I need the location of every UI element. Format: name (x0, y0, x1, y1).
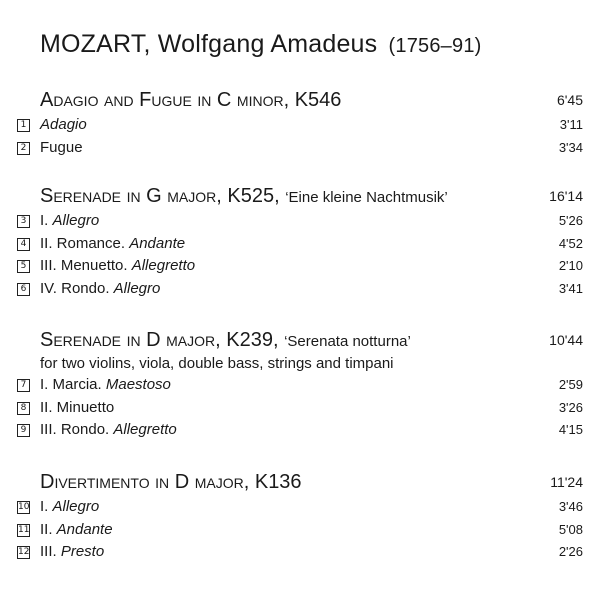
composer-dates: (1756–91) (388, 35, 482, 57)
track-number: 4 (17, 238, 30, 251)
track-row[interactable] (0, 374, 600, 397)
track-number: 12 (18, 547, 30, 557)
track-row[interactable] (0, 419, 600, 442)
work-title: Serenade in G major (40, 185, 217, 207)
work-duration: 10'44 (549, 332, 583, 348)
track-number: 1 (17, 119, 30, 132)
work-serenade-d-major (0, 326, 600, 442)
track-tempo: Andante (129, 234, 186, 252)
track-tempo: Presto (60, 543, 105, 560)
work-duration: 16'14 (549, 188, 583, 204)
track-row[interactable] (0, 541, 600, 564)
track-number: 2 (17, 142, 30, 155)
track-row[interactable] (0, 278, 600, 301)
track-number: 6 (17, 283, 30, 296)
track-duration: 5'08 (558, 521, 583, 537)
track-row[interactable] (0, 210, 600, 233)
composer-heading (40, 30, 482, 59)
track-number: 10 (18, 502, 30, 512)
track-prefix: III. Menuetto. (40, 257, 132, 274)
work-catalogue: , K546 (283, 89, 342, 111)
track-prefix: III. (40, 543, 61, 560)
track-duration: 3'34 (558, 139, 583, 155)
track-prefix: II. Minuetto (40, 398, 115, 416)
track-row[interactable] (0, 137, 600, 160)
work-catalogue: , K239, (215, 329, 285, 351)
track-duration: 2'59 (558, 377, 583, 392)
track-row[interactable] (0, 496, 600, 519)
work-nickname: ‘Serenata notturna’ (284, 333, 411, 350)
work-divertimento-d-major (0, 468, 600, 564)
track-row[interactable] (0, 255, 600, 278)
track-row[interactable] (0, 114, 600, 137)
track-number: 11 (18, 524, 30, 535)
track-prefix: I. (40, 212, 53, 229)
track-duration: 2'26 (558, 544, 583, 559)
track-tempo: Allegretto (131, 257, 196, 274)
track-number: 9 (17, 424, 30, 437)
track-row[interactable] (0, 519, 600, 542)
track-tempo: Andante (56, 520, 113, 538)
track-duration: 3'41 (558, 280, 583, 296)
work-nickname: ‘Eine kleine Nachtmusik’ (285, 189, 448, 206)
track-tempo: Allegro (52, 498, 100, 515)
work-title: Serenade in D major (40, 329, 216, 351)
track-duration: 2'10 (558, 258, 583, 273)
work-adagio-fugue (0, 86, 600, 159)
track-tempo: Adagio (40, 116, 87, 133)
track-prefix: II. Romance. (40, 234, 130, 252)
track-duration: 4'52 (558, 235, 583, 251)
track-prefix: III. Rondo. (40, 421, 114, 438)
track-tempo: Allegretto (113, 421, 177, 438)
track-duration: 3'46 (558, 499, 583, 514)
track-duration: 3'26 (558, 399, 583, 415)
track-number: 5 (17, 260, 30, 273)
track-prefix: I. (40, 498, 53, 515)
work-heading (0, 86, 600, 114)
track-prefix: Fugue (40, 138, 83, 156)
work-title: Adagio and Fugue in C minor (40, 89, 284, 111)
work-duration: 11'24 (550, 474, 583, 490)
track-number: 3 (17, 215, 30, 228)
track-row[interactable] (0, 233, 600, 256)
work-catalogue: , K525, (216, 185, 286, 207)
track-tempo: Maestoso (105, 376, 171, 393)
work-serenade-g-major (0, 182, 600, 300)
track-prefix: II. (40, 520, 57, 538)
track-number: 8 (17, 402, 30, 415)
work-instrumentation: for two violins, viola, double bass, strings and timpani (40, 355, 394, 372)
track-tempo: Allegro (113, 279, 161, 297)
track-prefix: IV. Rondo. (40, 279, 114, 297)
track-duration: 3'11 (559, 117, 583, 132)
work-heading (0, 468, 600, 496)
track-tempo: Allegro (52, 212, 100, 229)
track-duration: 4'15 (558, 422, 583, 437)
work-heading (0, 326, 600, 354)
track-number: 7 (17, 379, 30, 392)
work-title: Divertimento in D major (40, 471, 244, 493)
work-duration: 6'45 (556, 92, 583, 108)
track-row[interactable] (0, 397, 600, 420)
track-prefix: I. Marcia. (40, 376, 106, 393)
work-catalogue: , K136 (243, 471, 302, 493)
track-duration: 5'26 (558, 213, 583, 228)
work-heading (0, 182, 600, 210)
composer-name: MOZART, Wolfgang Amadeus (40, 30, 378, 58)
